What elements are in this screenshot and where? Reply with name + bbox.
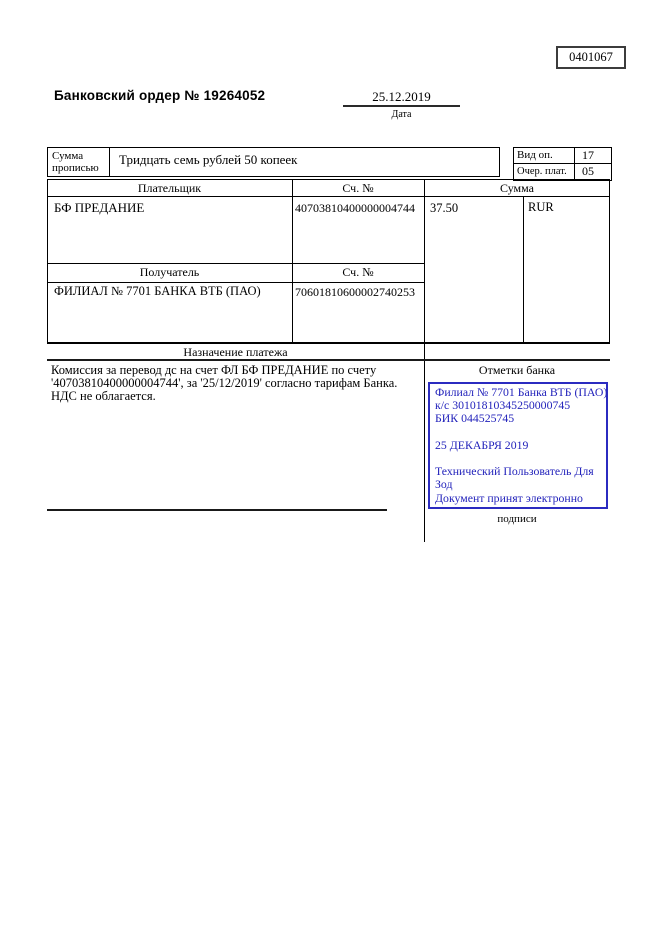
divider-under-headers — [48, 196, 609, 197]
payment-priority-value: 05 — [582, 164, 594, 178]
purpose-text-line1: Комиссия за перевод дс на счет ФЛ БФ ПРЕДАНИЕ по счету — [51, 363, 377, 377]
payment-priority-row — [514, 164, 611, 180]
payee-name: ФИЛИАЛ № 7701 БАНКА ВТБ (ПАО) — [54, 284, 261, 298]
operation-type-row — [514, 148, 611, 164]
payment-priority-label: Очер. плат. — [514, 164, 575, 180]
bank-marks-header: Отметки банка — [478, 363, 556, 377]
stamp-date: 25 ДЕКАБРЯ 2019 — [435, 437, 529, 452]
divider-currency — [523, 196, 524, 344]
stamp-accepted-note: Документ принят электронно — [435, 490, 583, 505]
purpose-column-header: Назначение платежа — [183, 345, 288, 359]
stamp-bank-name: Филиал № 7701 Банка ВТБ (ПАО) — [435, 385, 608, 399]
operation-type-value: 17 — [582, 148, 594, 162]
operation-type-label: Вид оп. — [514, 148, 575, 163]
sum-value: 37.50 — [430, 201, 459, 215]
sum-column-header: Сумма — [500, 181, 534, 195]
operation-table — [513, 147, 612, 181]
payer-account-column-header: Сч. № — [342, 181, 374, 195]
amount-in-words-row — [47, 147, 500, 177]
stamp-blank-line-1 — [435, 426, 601, 439]
stamp-operator-line2: Зод — [435, 477, 453, 492]
document-title: Банковский ордер № 19264052 — [54, 88, 266, 103]
form-code-box: 0401067 — [556, 46, 626, 69]
purpose-text-line3: НДС не облагается. — [51, 389, 156, 403]
payer-column-header: Плательщик — [137, 181, 202, 195]
stamp-bik: БИК 044525745 — [435, 411, 515, 426]
stamp-operator-line1: Технический Пользователь Для — [435, 464, 594, 479]
signature-line — [47, 509, 387, 511]
payee-column-header: Получатель — [139, 265, 200, 279]
bank-stamp — [428, 382, 608, 509]
stamp-corr-account: к/с 30101810345250000745 — [435, 398, 571, 413]
amount-in-words-label-line2: прописью — [52, 161, 99, 174]
amount-in-words-label — [48, 148, 110, 176]
purpose-text-line2: '40703810400000004744', за '25/12/2019' согласно тарифам Банка. — [51, 376, 398, 390]
divider-payer-account — [292, 179, 293, 344]
date-underline — [343, 105, 460, 107]
payee-account-number: 70601810600002740253 — [295, 285, 415, 299]
date-value: 25.12.2019 — [372, 89, 431, 104]
date-caption: Дата — [391, 109, 412, 120]
divider-payee-header-top — [48, 263, 424, 264]
payer-account-number: 40703810400000004744 — [295, 201, 415, 215]
divider-under-purpose-header — [47, 359, 610, 361]
divider-payee-header-bottom — [48, 282, 424, 283]
signatures-caption: подписи — [497, 513, 537, 525]
amount-in-words-label-line1: Сумма — [52, 150, 84, 162]
sum-currency: RUR — [528, 200, 554, 214]
amount-in-words-value: Тридцать семь рублей 50 копеек — [119, 152, 298, 167]
payee-account-column-header: Сч. № — [342, 265, 374, 279]
payer-name: БФ ПРЕДАНИЕ — [54, 200, 145, 215]
